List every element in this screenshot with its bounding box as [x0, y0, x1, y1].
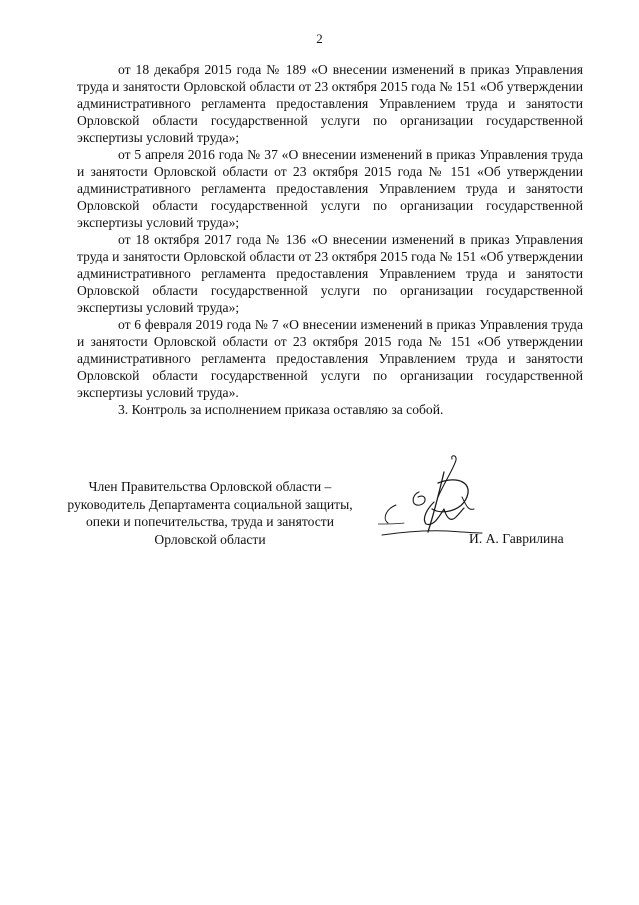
signer-position-title [60, 478, 360, 548]
amendment-paragraph-2016: от 5 апреля 2016 года № 37 «О внесении изменений в приказ Управления труда и занятости Орловской области от 23 октября 2015 года № 151 «Об утверждении административного регламента предоставления Управлением труда и занятости Орловской области государственной услуги по организации государственной экспертизы условий труда»; [77, 147, 583, 230]
control-clause-paragraph: 3. Контроль за исполнением приказа оставляю за собой. [118, 402, 444, 417]
position-title-line: Член Правительства Орловской области – [88, 479, 332, 494]
amendment-paragraph-2019: от 6 февраля 2019 года № 7 «О внесении изменений в приказ Управления труда и занятости Орловской области от 23 октября 2015 года № 151 «Об утверждении административного регламента предоставления Управлением труда и занятости Орловской области государственной услуги по организации государственной экспертизы условий труда». [77, 317, 583, 400]
position-title-line: руководитель Департамента социальной защиты, [67, 496, 353, 512]
page-number: 2 [316, 31, 323, 46]
signature-block [60, 478, 590, 558]
amendment-paragraph-2015: от 18 декабря 2015 года № 189 «О внесении изменений в приказ Управления труда и занятости Орловской области от 23 октября 2015 года № 151 «Об утверждении административного регламента предоставления Управлением труда и занятости Орловской области государственной услуги по организации государственной экспертизы условий труда»; [77, 62, 583, 145]
position-title-line: Орловской области [154, 531, 266, 547]
position-title-line: опеки и попечительства, труда и занятости [86, 514, 334, 529]
document-body [77, 61, 583, 418]
signer-name: И. А. Гаврилина [469, 531, 564, 546]
amendment-paragraph-2017: от 18 октября 2017 года № 136 «О внесении изменений в приказ Управления труда и занятости Орловской области от 23 октября 2015 года № 151 «Об утверждении административного регламента предоставления Управлением труда и занятости Орловской области государственной услуги по организации государственной экспертизы условий труда»; [77, 232, 583, 315]
